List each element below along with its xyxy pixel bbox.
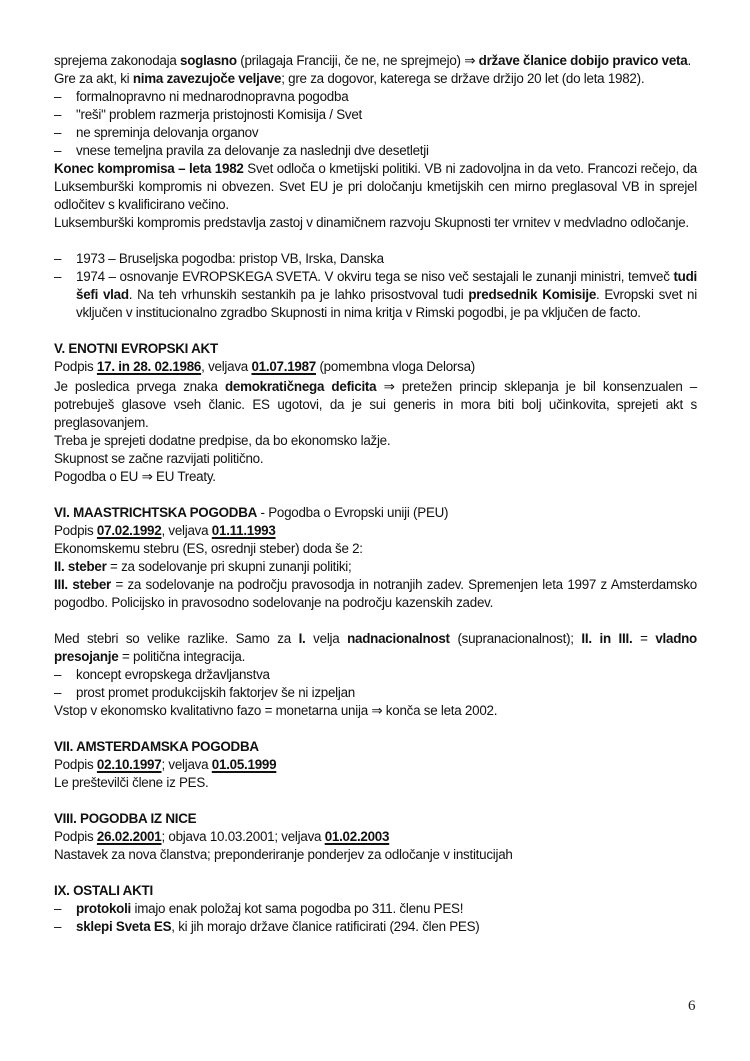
page-number: 6 xyxy=(688,998,696,1014)
intro-line-2: Gre za akt, ki nima zavezujoče veljave; gre za dogovor, katerega se države držijo 20 let (do leta 1982). xyxy=(54,71,645,86)
section-heading: VII. AMSTERDAMSKA POGODBA xyxy=(54,739,259,754)
paragraph: Med stebri so velike razlike. Samo za I. velja nadnacionalnost (supranacionalnost); II. in III. = vladno presojanje = politična integracija. xyxy=(54,631,697,664)
paragraph: III. steber = za sodelovanje na področju pravosodja in notranjih zadev. Spremenjen leta 1997 z Amsterdamsko pogodbo. Policijsko in pravosodno sodelovanje na področju kazenskih zadev. xyxy=(54,577,697,610)
section-heading: VI. MAASTRICHTSKA POGODBA - Pogodba o Evropski uniji (PEU) xyxy=(54,505,449,520)
konec-paragraph: Konec kompromisa – leta 1982 Svet odloča o kmetijski politiki. VB ni zadovoljna in da veto. Francozi rečejo, da Luksemburški kompromis ni obvezen. Svet EU je pri določanju kmetijskih cen mirno preglasoval VB in sprejel odločitev s kvalificirano večino. xyxy=(54,161,697,212)
list-item: – ne spreminja delovanja organov xyxy=(54,124,697,142)
signing-dates: Podpis 17. in 28. 02.1986, veljava 01.07.1987 (pomembna vloga Delorsa) xyxy=(54,359,475,374)
intro-paragraph: sprejema zakonodaja soglasno (prilagaja Franciji, če ne, ne sprejmejo) ⇒ države članice dobijo pravico veta. xyxy=(54,53,691,68)
list-item: – vnese temeljna pravila za delovanje za naslednji dve desetletji xyxy=(54,142,697,160)
paragraph: Pogodba o EU ⇒ EU Treaty. xyxy=(54,469,216,484)
signing-dates: Podpis 07.02.1992, veljava 01.11.1993 xyxy=(54,523,276,538)
list-item: – 1974 – osnovanje EVROPSKEGA SVETA. V okviru tega se niso več sestajali le zunanji ministri, temveč tudi šefi vlad. Na teh vrhunskih sestankih pa je lahko prisostvoval tudi predsednik Komisije. Evropski svet ni vključen v institucionalno zgradbo Skupnosti in nima kritja v Rimski pogodbi, je pa vključen de facto. xyxy=(54,268,697,322)
paragraph: Treba je sprejeti dodatne predpise, da bo ekonomsko lažje. xyxy=(54,433,391,448)
list-item: – prost promet produkcijskih faktorjev še ni izpeljan xyxy=(54,684,697,702)
list-item: – "reši" problem razmerja pristojnosti Komisija / Svet xyxy=(54,106,697,124)
signing-dates: Podpis 26.02.2001; objava 10.03.2001; veljava 01.02.2003 xyxy=(54,829,390,844)
signing-dates: Podpis 02.10.1997; veljava 01.05.1999 xyxy=(54,757,277,772)
paragraph: II. steber = za sodelovanje pri skupni zunanji politiki; xyxy=(54,559,352,574)
list-item: – 1973 – Bruseljska pogodba: pristop VB, Irska, Danska xyxy=(54,250,697,268)
section-heading: VIII. POGODBA IZ NICE xyxy=(54,811,197,826)
paragraph: Skupnost se začne razvijati politično. xyxy=(54,451,264,466)
paragraph: Le preštevilči člene iz PES. xyxy=(54,775,209,790)
section-heading: V. ENOTNI EVROPSKI AKT xyxy=(54,341,218,356)
list-item: – koncept evropskega državljanstva xyxy=(54,666,697,684)
section-heading: IX. OSTALI AKTI xyxy=(54,883,153,898)
list-item: – protokoli imajo enak položaj kot sama pogodba po 311. členu PES! xyxy=(54,900,697,918)
paragraph: Je posledica prvega znaka demokratičnega deficita ⇒ pretežen princip sklepanja je bil konsenzualen – potrebuješ glasove vseh članic. ES ugotovi, da je sui generis in mora biti bolj učinkovita, sprejeti akt s preglasovanjem. xyxy=(54,379,697,430)
list-item: – sklepi Sveta ES, ki jih morajo države članice ratificirati (294. člen PES) xyxy=(54,918,697,936)
paragraph: Vstop v ekonomsko kvalitativno fazo = monetarna unija ⇒ konča se leta 2002. xyxy=(54,703,498,718)
paragraph: Ekonomskemu stebru (ES, osrednji steber) doda še 2: xyxy=(54,541,363,556)
luksemburg-paragraph: Luksemburški kompromis predstavlja zastoj v dinamičnem razvoju Skupnosti ter vrnitev v medvladno odločanje. xyxy=(54,215,689,230)
document-page xyxy=(54,52,697,936)
paragraph: Nastavek za nova članstva; preponderiranje ponderjev za odločanje v institucijah xyxy=(54,847,513,862)
list-item: – formalnopravno ni mednarodnopravna pogodba xyxy=(54,88,697,106)
